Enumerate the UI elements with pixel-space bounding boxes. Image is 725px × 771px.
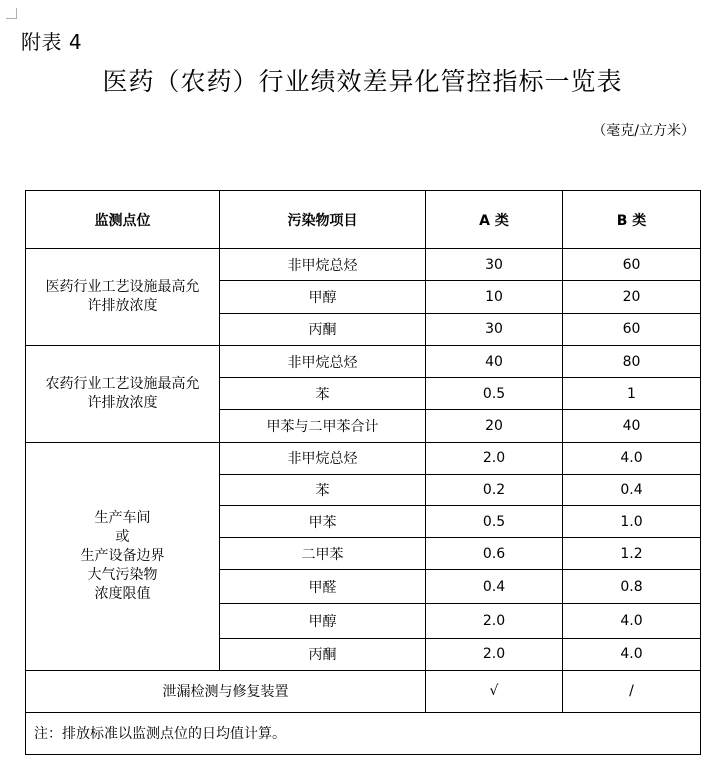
- ldar-row: [26, 670, 701, 712]
- note-cell: 注：排放标准以监测点位的日均值计算。: [26, 712, 701, 754]
- class-a-cell: 0.4: [426, 569, 563, 604]
- class-b-cell: 0.8: [563, 569, 701, 604]
- class-a-cell: 2.0: [426, 604, 563, 639]
- page-corner-mark: [6, 8, 17, 19]
- pollutant-cell: 苯: [220, 378, 426, 410]
- class-b-cell: 4.0: [563, 638, 701, 670]
- unit-note: （毫克/立方米）: [592, 123, 695, 139]
- ldar-class-a-cell: √: [426, 670, 563, 712]
- pollutant-cell: 甲醛: [220, 569, 426, 604]
- pollutant-cell: 丙酮: [220, 638, 426, 670]
- pollutant-cell: 苯: [220, 474, 426, 506]
- pollutant-cell: 甲苯与二甲苯合计: [220, 410, 426, 442]
- table-row: [26, 249, 701, 281]
- class-a-cell: 0.2: [426, 474, 563, 506]
- class-a-cell: 2.0: [426, 442, 563, 474]
- ldar-label-cell: 泄漏检测与修复装置: [26, 670, 426, 712]
- class-b-cell: 60: [563, 249, 701, 281]
- location-line: 农药行业工艺设施最高允: [45, 375, 200, 392]
- table-row: [26, 345, 701, 377]
- class-b-cell: 4.0: [563, 604, 701, 639]
- document-title: 医药（农药）行业绩效差异化管控指标一览表: [102, 67, 623, 96]
- location-line: 浓度限值: [94, 585, 151, 602]
- location-cell-pesticide: [26, 345, 220, 442]
- location-line: 许排放浓度: [87, 394, 158, 411]
- class-b-cell: 40: [563, 410, 701, 442]
- class-b-cell: 1: [563, 378, 701, 410]
- header-class-a: A 类: [426, 191, 563, 249]
- class-b-cell: 60: [563, 313, 701, 345]
- table-row: [26, 442, 701, 474]
- location-cell-pharma: [26, 249, 220, 346]
- ldar-class-b-cell: /: [563, 670, 701, 712]
- location-line: 生产设备边界: [80, 547, 165, 564]
- location-cell-workshop: [26, 442, 220, 670]
- indicator-table: [25, 190, 701, 755]
- pollutant-cell: 甲醇: [220, 604, 426, 639]
- pollutant-cell: 丙酮: [220, 313, 426, 345]
- class-a-cell: 0.5: [426, 506, 563, 538]
- class-a-cell: 30: [426, 313, 563, 345]
- pollutant-cell: 甲醇: [220, 281, 426, 313]
- pollutant-cell: 非甲烷总烃: [220, 249, 426, 281]
- class-b-cell: 80: [563, 345, 701, 377]
- class-a-cell: 30: [426, 249, 563, 281]
- location-line: 医药行业工艺设施最高允: [45, 278, 200, 295]
- class-a-cell: 20: [426, 410, 563, 442]
- class-a-cell: 0.6: [426, 538, 563, 570]
- class-b-cell: 1.0: [563, 506, 701, 538]
- note-row: [26, 712, 701, 754]
- pollutant-cell: 非甲烷总烃: [220, 345, 426, 377]
- class-a-cell: 0.5: [426, 378, 563, 410]
- class-b-cell: 20: [563, 281, 701, 313]
- header-class-b: B 类: [563, 191, 701, 249]
- class-b-cell: 1.2: [563, 538, 701, 570]
- appendix-label: 附表 4: [21, 30, 83, 54]
- location-line: 大气污染物: [87, 566, 158, 583]
- class-a-cell: 40: [426, 345, 563, 377]
- pollutant-cell: 二甲苯: [220, 538, 426, 570]
- pollutant-cell: 甲苯: [220, 506, 426, 538]
- header-pollutant: 污染物项目: [220, 191, 426, 249]
- location-line: 生产车间: [94, 509, 151, 526]
- location-line: 许排放浓度: [87, 297, 158, 314]
- class-a-cell: 10: [426, 281, 563, 313]
- class-b-cell: 0.4: [563, 474, 701, 506]
- class-a-cell: 2.0: [426, 638, 563, 670]
- pollutant-cell: 非甲烷总烃: [220, 442, 426, 474]
- class-b-cell: 4.0: [563, 442, 701, 474]
- location-line: 或: [115, 528, 130, 545]
- table-header-row: [26, 191, 701, 249]
- header-monitoring-point: 监测点位: [26, 191, 220, 249]
